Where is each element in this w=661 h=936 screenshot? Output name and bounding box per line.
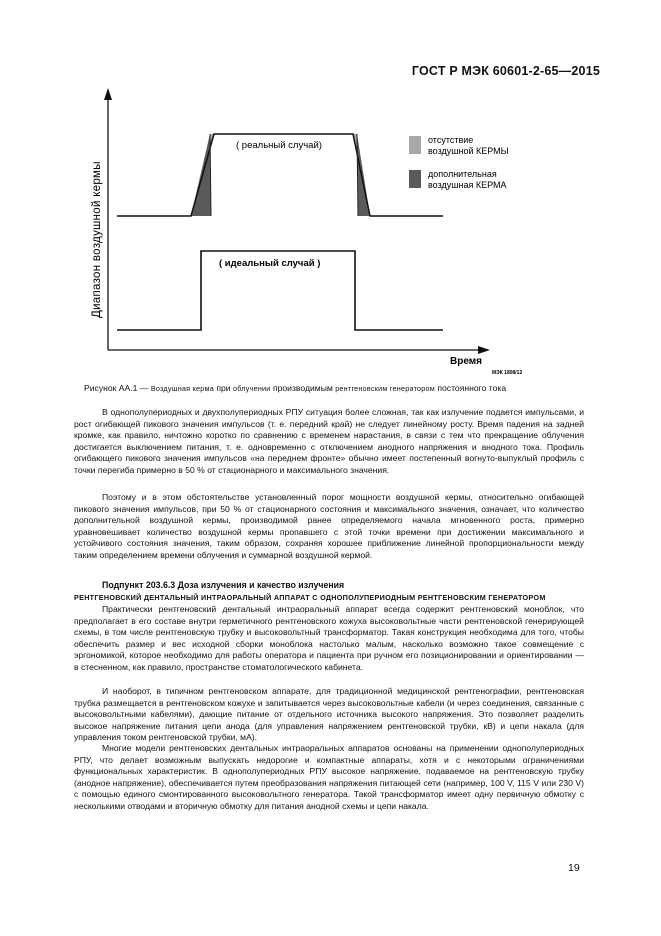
caption-text-3: производимым [272, 383, 333, 393]
paragraph-5-text: Многие модели рентгеновских дентальных интраоральных аппаратов основаны на применении однополупериодных РПУ, что делает возможным выпускать недорогие и компактные аппараты, хотя и с некоторыми ограничениями функциональных характеристик. В однополупериодных РПУ высокое напряжение, подаваемое на рентгеновскую трубку (анодное напряжение), обеспечивается путем преобразования напряжения питающей сети (например, 100 V, 115 V или 230 V) с помощью единого смонтированного высоковольтного генератора. Такой трансформатор имеет одну первичную обмотку с несколькими отводами и вторичную обмотку для питания анодной схемы и цепи накала. [74, 743, 584, 811]
caption-text-2: при [216, 383, 231, 393]
caption-prefix: Рисунок АА.1 — [84, 383, 149, 393]
document-header: ГОСТ Р МЭК 60601-2-65—2015 [411, 64, 600, 78]
paragraph-3 [74, 604, 584, 674]
paragraph-3-text: Практически рентгеновский дентальный интраоральный аппарат всегда содержит рентгеновский моноблок, что предполагает в его составе внутри герметичного рентгеновского кожуха высоковольтные части рентгеновской генерирующей схемы, в том числе рентгеновскую трубку и высоковольтный трансформатор. Такая конструкция необходима для того, чтобы обеспечить размер и вес исходной сборки моноблока настолько малым, насколько возможно такое совмещение с эргономикой, которое необходимо для работы оператора и пациента при ручном его позиционировании и ориентировании — в стесненном, как правило, пространстве стоматологического кабинета. [74, 604, 584, 672]
y-axis-arrow-icon [104, 88, 112, 100]
x-axis-label: Время [450, 356, 482, 367]
legend-missing-line2: воздушной КЕРМЫ [428, 146, 509, 156]
caption-term-generator: рентгеновским генератором [335, 384, 435, 393]
paragraph-1-text: В однополупериодных и двухполупериодных РПУ ситуация более сложная, так как излучение подается импульсами, и рост огибающей пикового значения импульсов (т. е. передний край) не следует линейному росту. Время падения на задней кромке, как правило, ничтожно коротко по сравнению с временем нарастания, в связи с тем что прекращение облучения достигается выключением питания, т. е. одновременно с отключением анодного напряжения и анодного тока. Профиль огибающего пикового значения импульсов «на переднем фронте» обычно имеет постепенный вогнуто-выпуклый профиль с точки перегиба примерно в 50 % от стационарного и максимального значения. [74, 407, 584, 475]
legend-swatch-extra [409, 170, 421, 188]
legend-extra-line1: дополнительная [428, 169, 497, 179]
subclause-heading: Подпункт 203.6.3 Доза излучения и качество излучения [102, 580, 345, 590]
paragraph-4-text: И наоборот, в типичном рентгеновском аппарате, для традиционной медицинской рентгенографии, рентгеновская трубка размещается в рентгеновском кожухе и запитывается через высоковольтные кабели (и через соединения, связанные с высоковольтными кабелями), дающие питание от отдельного источника высокого напряжения. Это позволяет разделить высокое напряжение питания цепи анода (для управления напряжением рентгеновской трубки, кВ) и цепи накала (для управления током рентгеновской трубки, мА). [74, 686, 584, 743]
page-number: 19 [568, 862, 580, 874]
paragraph-5 [74, 743, 584, 813]
figure-code: МЭК 1808/12 [492, 370, 523, 376]
caption-term-irradiation: облучении [233, 384, 271, 393]
figure-caption [84, 382, 584, 395]
x-axis-arrow-icon [478, 346, 490, 354]
paragraph-1 [74, 407, 584, 477]
air-kerma-figure [0, 0, 661, 380]
caption-term-air-kerma: Воздушная керма [150, 384, 214, 393]
legend-missing-line1: отсутствие [428, 135, 474, 145]
paragraph-4 [74, 686, 584, 744]
real-case-label: ( реальный случай) [236, 140, 322, 151]
caption-text-4: постоянного тока [437, 383, 507, 393]
legend-extra-line2: воздушная КЕРМА [428, 180, 507, 190]
ideal-case-label: ( идеальный случай ) [219, 258, 321, 269]
paragraph-2-text: Поэтому и в этом обстоятельстве установленный порог мощности воздушной кермы, относительно огибающей пикового значения импульсов, при 50 % от стационарного состояния и максимального значения, означает, что количество дополнительной воздушной кермы, производимой ранее определяемого начала мгновенного роста, примерно уравновешивает количество воздушной кермы пропавшего с этой точки времени при достижении максимального и устойчивого состояния значения, таким образом, сохраняя хорошее приближение линейной пропорциональности между таким определением времени облучения и суммарной воздушной кермой. [74, 492, 584, 560]
paragraph-2 [74, 492, 584, 562]
y-axis-label: Диапазон воздушной кермы [91, 161, 103, 318]
legend-swatch-missing [409, 136, 421, 154]
subclause-subheading: РЕНТГЕНОВСКИЙ ДЕНТАЛЬНЫЙ ИНТРАОРАЛЬНЫЙ АППАРАТ С ОДНОПОЛУПЕРИОДНЫМ РЕНТГЕНОВСКИМ ГЕНЕРАТОРОМ [74, 593, 546, 602]
